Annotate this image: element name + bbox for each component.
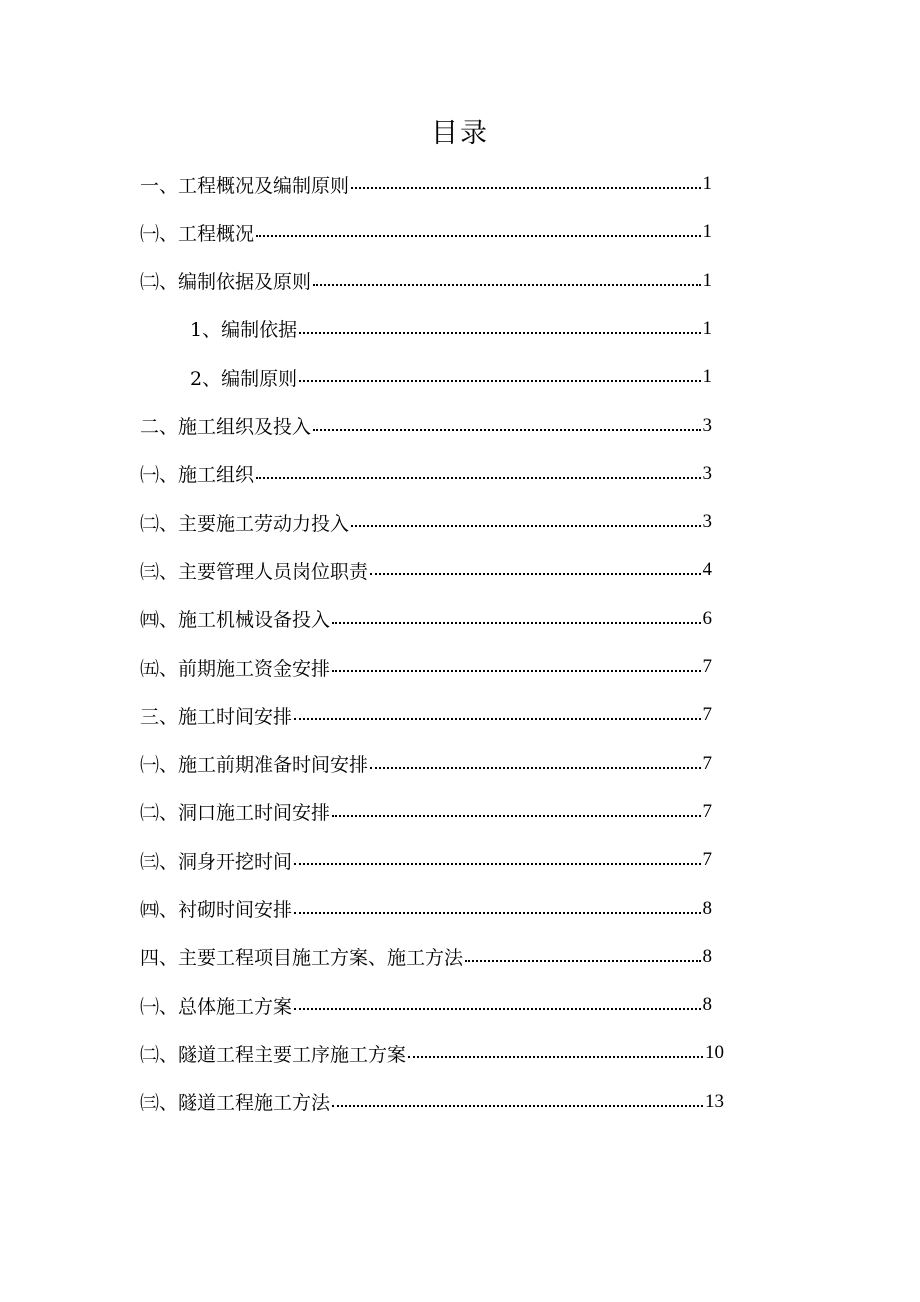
toc-entry-label: 2、编制原则 xyxy=(190,367,298,390)
toc-entry-label: 二、施工组织及投入 xyxy=(140,416,312,438)
toc-entry-label: ㈢、隧道工程施工方法 xyxy=(140,1092,331,1115)
toc-entry-page-number: 7 xyxy=(702,849,712,871)
toc-entry[interactable] xyxy=(190,360,712,394)
toc-entry-page-number: 6 xyxy=(702,607,712,629)
toc-entry-label: ㈠、施工组织 xyxy=(140,464,255,487)
dot-leader xyxy=(351,505,700,539)
toc-entry-page-number: 1 xyxy=(702,269,712,291)
toc-entry-label: ㈣、施工机械设备投入 xyxy=(140,609,331,632)
dot-leader xyxy=(370,553,700,587)
dot-leader xyxy=(294,843,700,877)
toc-entry[interactable] xyxy=(140,457,712,491)
toc-entry-label: 一、工程概况及编制原则 xyxy=(140,174,350,197)
dot-leader xyxy=(313,409,700,443)
toc-entry-label: ㈤、前期施工资金安排 xyxy=(140,657,331,680)
toc-entry-page-number: 1 xyxy=(702,221,712,243)
toc-entry[interactable] xyxy=(140,892,712,926)
dot-leader xyxy=(294,698,700,732)
toc-entry-label: ㈡、隧道工程主要工序施工方案 xyxy=(140,1043,407,1066)
dot-leader xyxy=(256,215,700,249)
dot-leader xyxy=(332,795,700,829)
toc-entry-page-number: 1 xyxy=(702,366,712,388)
toc-entry-page-number: 7 xyxy=(702,656,712,677)
toc-entry-page-number: 3 xyxy=(702,462,712,484)
toc-entry-label: 四、主要工程项目施工方案、施工方法 xyxy=(140,947,464,970)
toc-entry[interactable] xyxy=(140,409,712,443)
toc-entry[interactable] xyxy=(140,553,712,587)
toc-entry[interactable] xyxy=(140,602,712,636)
toc-entry-page-number: 7 xyxy=(702,704,712,726)
toc-title: 目录 xyxy=(431,118,489,149)
toc-entry-page-number: 8 xyxy=(702,897,712,919)
dot-leader xyxy=(299,360,700,394)
dot-leader xyxy=(370,747,700,781)
dot-leader xyxy=(294,988,700,1022)
toc-entry-page-number: 8 xyxy=(702,945,712,967)
dot-leader xyxy=(313,264,700,298)
toc-entry[interactable] xyxy=(140,843,712,877)
toc-entry[interactable] xyxy=(140,795,712,829)
toc-entry[interactable] xyxy=(140,988,712,1022)
toc-entry[interactable] xyxy=(190,312,712,346)
toc-entry[interactable] xyxy=(140,698,712,732)
toc-entry-page-number: 1 xyxy=(702,317,712,339)
toc-entry-label: 三、施工时间安排 xyxy=(140,705,293,728)
toc-entry-label: ㈠、施工前期准备时间安排 xyxy=(140,754,369,777)
toc-entry-page-number: 4 xyxy=(702,559,712,581)
toc-entry-page-number: 3 xyxy=(702,414,712,436)
toc-entry-page-number: 3 xyxy=(702,511,712,533)
toc-entry-label: 1、编制依据 xyxy=(190,319,298,342)
toc-entry-label: ㈡、洞口施工时间安排 xyxy=(140,802,331,825)
dot-leader xyxy=(332,602,700,636)
toc-entry[interactable] xyxy=(140,167,712,201)
toc-entry[interactable] xyxy=(140,264,712,298)
toc-entry-page-number: 7 xyxy=(702,800,712,822)
toc-entry-label: ㈢、洞身开挖时间 xyxy=(140,850,293,873)
toc-entry[interactable] xyxy=(140,1036,724,1070)
dot-leader xyxy=(294,892,700,926)
toc-entry-page-number: 13 xyxy=(705,1090,724,1112)
dot-leader xyxy=(408,1036,703,1070)
dot-leader xyxy=(256,457,700,491)
toc-entry-page-number: 10 xyxy=(705,1042,724,1064)
dot-leader xyxy=(351,167,700,201)
toc-entry-label: ㈠、总体施工方案 xyxy=(140,995,293,1018)
toc-entry[interactable] xyxy=(140,505,712,539)
toc-entry-label: ㈢、主要管理人员岗位职责 xyxy=(140,560,369,583)
toc-entry-label: ㈠、工程概况 xyxy=(140,222,255,245)
toc-entry-label: ㈡、主要施工劳动力投入 xyxy=(140,512,350,535)
dot-leader xyxy=(299,312,700,346)
toc-entry-page-number: 8 xyxy=(702,994,712,1016)
toc-entry-label: ㈣、衬砌时间安排 xyxy=(140,899,293,921)
dot-leader xyxy=(332,650,700,684)
toc-entry-page-number: 7 xyxy=(702,752,712,774)
toc-entry-label: ㈡、编制依据及原则 xyxy=(140,271,312,294)
dot-leader xyxy=(465,940,700,974)
toc-entry[interactable] xyxy=(140,940,712,974)
toc-entry[interactable] xyxy=(140,747,712,781)
dot-leader xyxy=(332,1085,703,1119)
toc-entry[interactable] xyxy=(140,215,712,249)
toc-entry-page-number: 1 xyxy=(702,173,712,194)
toc-entry[interactable] xyxy=(140,1085,724,1119)
toc-entry[interactable] xyxy=(140,650,712,684)
